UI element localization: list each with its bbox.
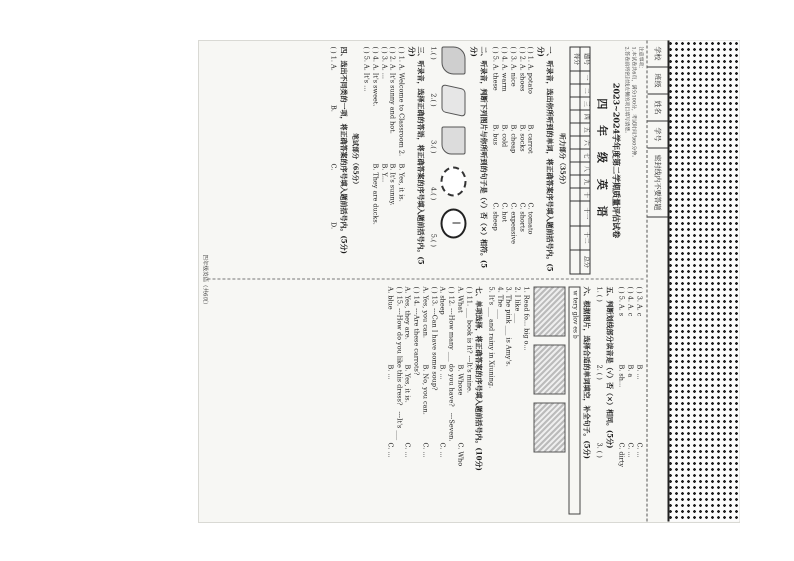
q1-row: [491, 47, 500, 275]
q5-item: 2. ( ): [595, 364, 604, 380]
q7-option: C. Who: [456, 442, 465, 467]
q3-option: ( ) 2. A. It's sunny and hot.: [388, 46, 397, 134]
score-cell: [570, 250, 580, 274]
q6-title: 六、根据图片，选择合适的单词填空，补全句子。(5分): [583, 286, 592, 459]
q7-option: A. Yes, you can.: [421, 286, 430, 338]
q4-option: D.: [329, 222, 338, 230]
score-cell: [570, 175, 580, 188]
q3-option: B. Y...: [380, 163, 389, 183]
q3-row: [371, 47, 380, 275]
q7-option: C. ...: [386, 442, 395, 458]
q1-option: ( ) 1. A. potato: [526, 46, 535, 94]
rq-option: ( ) 5. A. s: [617, 286, 626, 317]
q2-label: 4.( ): [429, 186, 438, 201]
q7-option: B. No, you can.: [421, 364, 430, 415]
word-box: w tery glov es b: [568, 287, 580, 515]
score-column-label: 二: [580, 84, 590, 97]
q7-row: [429, 287, 438, 515]
score-column-label: 十二: [580, 226, 590, 250]
score-cell: [570, 110, 580, 123]
column-divider: [208, 279, 644, 281]
q1-option: B. cold: [500, 124, 509, 148]
q7-option: A. Yes, they are.: [403, 286, 412, 340]
q1-option: ( ) 2. A. shoes: [518, 46, 527, 92]
exam-subtitle: 四 年 级 英 语: [595, 98, 609, 223]
q7-option: [464, 404, 473, 515]
q3-option: ( ) 5. A. It's ...: [362, 46, 371, 92]
shape-picture: [441, 84, 465, 117]
score-row-label: 题号: [580, 47, 590, 71]
clock-picture: [440, 209, 466, 239]
rq-option: C. ...: [626, 442, 635, 458]
q3-option: B. They are ducks.: [371, 163, 380, 225]
rotated-page: [200, 41, 740, 522]
q1-option: C. expensive: [509, 202, 518, 245]
score-column-label: 十: [580, 188, 590, 201]
score-cell: [570, 84, 580, 97]
sun-picture: [440, 167, 466, 197]
rq-option: B. sh...: [617, 364, 626, 388]
exercise-image: [533, 345, 565, 395]
q1-option: ( ) 3. A. nice: [509, 46, 518, 87]
binding-school: 学校: [648, 41, 668, 68]
q6-item: 1. Read fo... big o...: [522, 286, 531, 351]
q6-list: [495, 287, 530, 515]
q7-option: ( ) 15. ---How do you like this dress?: [395, 286, 404, 406]
score-cell: [570, 162, 580, 175]
seal-pattern: [670, 41, 740, 522]
q1-title: 一、听录音，选出你所听到的单词，将正确答案序号填入题前括号内。(5分): [536, 46, 555, 272]
footer-left: 四年级英语（共6页）: [201, 254, 208, 308]
q1-option: C. sheep: [491, 202, 500, 231]
binding-number: 学号: [648, 122, 668, 149]
q1-option: B. bus: [491, 124, 500, 146]
q2-title: 二、听录音，判断下列图片与你所听到的句子是（√）否（×）相符。(5分): [469, 46, 489, 269]
binding-name: 姓名: [648, 95, 668, 122]
score-cell: [570, 201, 580, 225]
score-table: [570, 47, 591, 275]
q4-list: [329, 47, 338, 275]
q7-option: ( ) 14. ---Are these carrots?: [412, 286, 421, 376]
q7-option: C. ...: [403, 442, 412, 458]
q7-option: A. sheep: [438, 286, 447, 315]
q3-title: 三、听录音，选择正确的答语，将正确答案的序号填入题前括号内。(5分): [407, 46, 426, 265]
score-column-label: 六: [580, 136, 590, 149]
seal-text: 密封线内不要答题: [648, 149, 668, 218]
q4-row: [329, 47, 338, 275]
q6-images: [533, 287, 565, 515]
score-column-label: 七: [580, 149, 590, 162]
rq-option: B. a: [626, 364, 635, 378]
q7-option: C. ...: [438, 442, 447, 458]
q1-list: [491, 47, 535, 275]
q2-label: 5.( ): [429, 233, 438, 248]
score-column-label: 一: [580, 71, 590, 84]
binding-strip: [647, 41, 670, 522]
score-column-label: 五: [580, 123, 590, 136]
q7-row: [456, 287, 465, 515]
q7-option: ( ) 11. ___ book is it? ---It's mine.: [465, 286, 474, 393]
rq-row: [617, 287, 626, 515]
score-cell: [570, 226, 580, 250]
q3-row: [397, 47, 406, 275]
q1-row: [500, 47, 509, 275]
q3-option: [362, 164, 371, 275]
q7-title: 七、单项选择，将正确答案的序号填入题前括号内。(10分): [474, 286, 484, 471]
binding-class: 班级: [648, 68, 668, 95]
q7-option: B. ...: [386, 364, 395, 380]
q7-option: B. ...: [438, 364, 447, 380]
q2-label: 2.( ): [429, 93, 438, 107]
q1-option: ( ) 4. A. warm: [500, 46, 509, 92]
q3-option: ( ) 3. A. ...: [380, 46, 389, 79]
score-cell: [570, 71, 580, 84]
q7-option: [429, 404, 438, 515]
q3-option: B. Yes, it is.: [397, 163, 406, 202]
q4-option: C.: [329, 163, 338, 171]
q7-row: [447, 287, 456, 515]
left-column: [329, 47, 644, 275]
q5-title: 五、判断划线部分读音是（√）否（×）相同。(5分): [605, 286, 615, 449]
q6-item: 2. I like ___: [513, 286, 522, 324]
rq-option: C. dirty: [617, 442, 626, 468]
q7-row: [464, 287, 473, 515]
q3-list: [362, 47, 406, 275]
q3-option: ( ) 4. A. It's sweet.: [371, 46, 380, 107]
note-line: 2.答卷前将密封线左侧的项目填写清楚。: [624, 46, 630, 137]
q2-pictures: [440, 47, 466, 275]
q1-row: [517, 47, 526, 275]
q4-option: ( ) 1. A.: [329, 46, 338, 71]
score-column-label: 十一: [580, 201, 590, 225]
rq-option: ( ) 3. A. c: [635, 286, 644, 317]
q3-option: ( ) 1. A. Welcome to Classroom 2.: [397, 46, 406, 157]
q7-row: [438, 287, 447, 515]
q2-label: 3.( ): [429, 140, 438, 154]
carrot-picture: [441, 47, 465, 75]
exercise-image: [533, 287, 565, 337]
score-column-label: 三: [580, 97, 590, 110]
score-row-label: 得分: [570, 47, 580, 71]
q2-label: 1.( ): [429, 46, 438, 60]
q1-option: C. shorts: [518, 202, 527, 232]
q6-item: 4. The ___: [496, 286, 505, 319]
note-line: 注意事项：: [637, 46, 644, 72]
score-cell: [570, 149, 580, 162]
q3-row: [362, 47, 371, 275]
rq-row: [626, 287, 635, 515]
exercise-image: [533, 403, 565, 453]
score-cell: [570, 136, 580, 149]
note-line: 1.本试卷共6页，满分100分，考试时间为60分钟。: [630, 46, 637, 161]
q1-option: B. cheap: [509, 124, 518, 154]
q7-option: C. ...: [421, 442, 430, 458]
q1-option: C. hot: [500, 202, 509, 223]
q7-option: ( ) 13. ---Can I have some soup?: [430, 286, 439, 391]
q7-option: A. blue: [386, 286, 395, 310]
q7-row: [403, 287, 412, 515]
q7-row: [386, 287, 395, 515]
q3-option: B. It's sunny.: [388, 163, 397, 206]
q1-option: ( ) 5. A. these: [491, 46, 500, 91]
q4-option: B.: [329, 105, 338, 112]
q7-row: [412, 287, 421, 515]
score-cell: [570, 188, 580, 201]
listening-heading: 听力部分（35分）: [558, 133, 567, 188]
score-column-label: 总分: [580, 250, 590, 274]
q5-item: 1. ( ): [595, 286, 604, 302]
sock-picture: [441, 127, 465, 155]
q7-option: B. Yes, it is.: [403, 364, 412, 403]
q6-item: 3. The pink ___ is Amy's.: [504, 286, 513, 367]
score-cell: [570, 123, 580, 136]
q7-option: A. What: [456, 286, 465, 313]
q7-option: [412, 404, 421, 515]
q1-option: B. socks: [518, 124, 527, 152]
q1-row: [509, 47, 518, 275]
score-cell: [570, 97, 580, 110]
page-footer: [202, 41, 210, 522]
q7-option: ( ) 12. ---How many ___ do you have?: [447, 286, 456, 407]
q7-option: ---It's ___: [395, 411, 404, 441]
right-column: [386, 287, 644, 515]
q7-row: [394, 287, 403, 515]
exam-title: 2023~2024学年度第二学期质量评估试卷: [611, 82, 622, 239]
q1-option: B. carrot: [526, 124, 535, 154]
q5-item: 3. ( ): [595, 442, 604, 458]
right-items: [617, 287, 643, 515]
q6-item-5: 5. It's ___ and rainy in Xiuning.: [487, 286, 496, 389]
q7-option: B. Whose: [456, 364, 465, 396]
rq-option: C. ...: [635, 442, 644, 458]
q7-option: ---Seven.: [447, 412, 456, 442]
score-column-label: 九: [580, 175, 590, 188]
q5-list: [595, 287, 604, 515]
q4-title: 四、选出不同类的一项，将正确答案的序号填入题前括号内。(5分): [339, 46, 349, 254]
rq-option: B. ...: [635, 364, 644, 380]
exam-paper: [198, 40, 740, 523]
score-column-label: 四: [580, 110, 590, 123]
q1-row: [526, 47, 535, 275]
q2-labels: [429, 47, 438, 275]
rq-option: ( ) 4. A. c: [626, 286, 635, 317]
q1-option: C. tomato: [526, 202, 535, 235]
q7-row: [421, 287, 430, 515]
q7-list: [386, 287, 474, 515]
q3-row: [388, 47, 397, 275]
rq-row: [635, 287, 644, 515]
writing-heading: 笔试部分（65分）: [351, 133, 360, 188]
q3-row: [379, 47, 388, 275]
score-column-label: 八: [580, 162, 590, 175]
